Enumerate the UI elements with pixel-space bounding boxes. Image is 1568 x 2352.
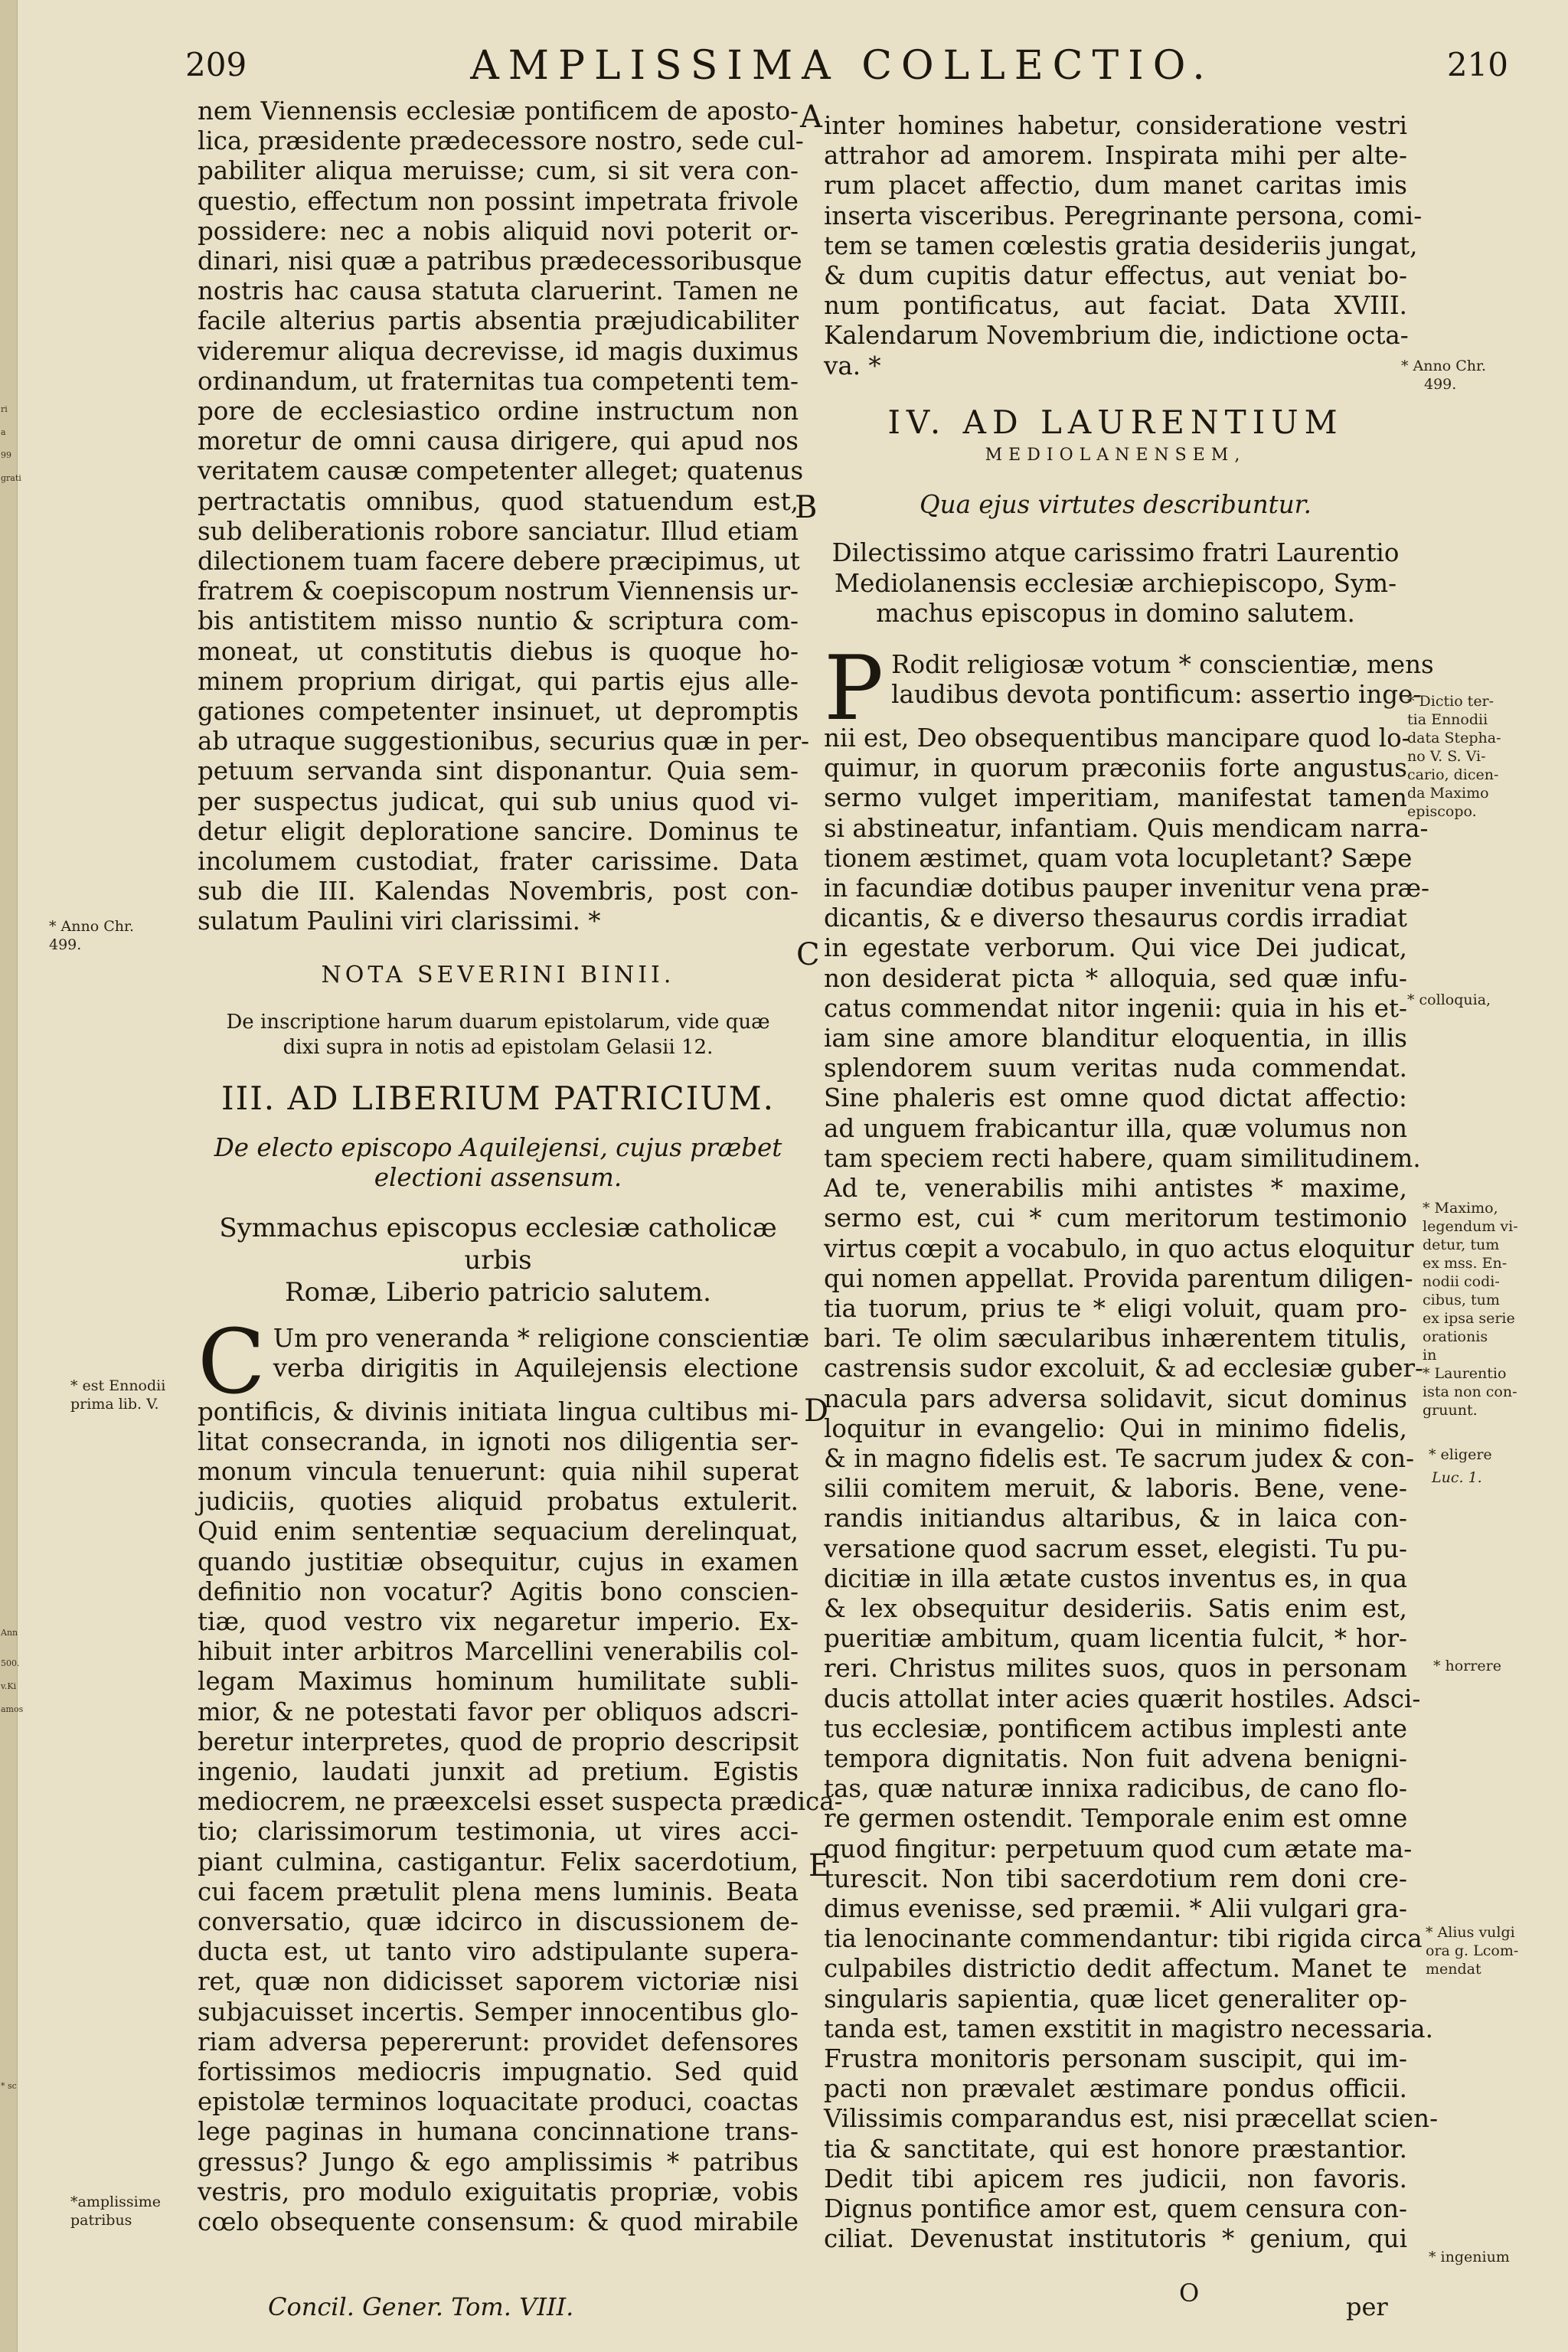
text-line: Sine phaleris est omne quod dictat affectio: [824,1083,1407,1113]
text-line: rum placet affectio, dum manet caritas imis [824,171,1407,201]
running-header [176,43,1508,104]
text-line: cui facem prætulit plena mens luminis. Beata [198,1877,799,1906]
text-line: pore de ecclesiastico ordine instructum non [198,397,799,426]
margin-note-luc: Luc. 1. [1432,1469,1482,1486]
text-line: num pontificatus, aut faciat. Data XVIII. [824,291,1407,321]
text-line: tanda est, tamen exstitit in magistro necessaria. [824,2014,1433,2043]
page-number-right: 210 [1446,46,1508,83]
text-line: silii comitem meruit, & laboris. Bene, vene- [824,1474,1407,1504]
text-line: si abstineatur, infantiam. Quis mendicam narra- [824,813,1429,843]
nota-line: dixi supra in notis ad epistolam Gelasii 12. [283,1035,714,1059]
text-line: & dum cupitis datur effectus, aut veniat bo- [824,261,1407,291]
text-line: re germen ostendit. Temporale enim est omne [824,1804,1408,1834]
text-line: nii est, Deo obsequentibus mancipare quod lo- [824,724,1410,753]
footer-signature: O [1179,2278,1200,2308]
text-line: ad unguem frabicantur illa, quæ volumus non [824,1113,1407,1143]
text-line: dimus evenisse, sed præmii. * Alii vulgari gra- [824,1893,1407,1923]
text-line: non desiderat picta * alloquia, sed quæ infu- [824,963,1407,993]
text-line: inter homines habetur, consideratione vestri [824,111,1407,140]
text-line: tam speciem recti habere, quam similitudinem. [824,1143,1421,1173]
text-line: & in magno fidelis est. Te sacrum judex & con- [824,1443,1415,1473]
text-line: lica, præsidente prædecessore nostro, sede cul- [198,126,804,156]
text-line: definitio non vocatur? Agitis bono conscien- [198,1576,799,1606]
text-line: pueritiæ ambitum, quam licentia fulcit, * hor- [824,1624,1407,1654]
margin-note-eligere: * eligere [1429,1446,1492,1463]
text-line: Um pro veneranda * religione conscientiæ [273,1323,810,1353]
text-line: fortissimos mediocris impugnatio. Sed quid [198,2056,799,2086]
text-line: sub die III. Kalendas Novembris, post con- [198,877,799,906]
text-line: nem Viennensis ecclesiæ pontificem de aposto- [198,96,799,126]
text-line: Ad te, venerabilis mihi antistes * maxime, [824,1174,1407,1204]
margin-note-maximo: * Maximo, legendum vi- detur, tum ex mss. En- nodii codi- cibus, tum ex ipsa serie orationis in * Laurentio ista non con- gruunt. [1423,1200,1518,1419]
text-line: dicantis, & e diverso thesaurus cordis irradiat [824,903,1407,933]
text-line: bis antistitem misso nuntio & scriptura com- [198,606,799,636]
text-line: Quid enim sententiæ sequacium derelinquat, [198,1517,799,1547]
text-line: tempora dignitatis. Non fuit advena benigni- [824,1743,1407,1773]
margin-note-amplissime: *amplissime patribus [70,2194,161,2229]
nota-text [198,1010,799,1060]
text-line: pertractatis omnibus, quod statuendum est, [198,486,799,516]
text-line: facile alterius partis absentia præjudicabiliter [198,306,799,336]
facing-page-fragments: ri a 99 grati Ann 500. v.Ki amos * sc [1,404,24,2091]
text-line: possidere: nec a nobis aliquid novi poterit or- [198,216,799,246]
text-line: tia lenocinante commendantur: tibi rigida circa [824,1924,1423,1954]
letter-3-title: III. AD LIBERIUM PATRICIUM. [221,1079,775,1117]
section-marker-d: D [804,1393,829,1429]
text-line: incolumem custodiat, frater carissime. Data [198,847,799,877]
salutation-line: Romæ, Liberio patricio salutem. [285,1276,711,1308]
margin-note-horrere: * horrere [1433,1658,1501,1674]
footer-catchword: per [1346,2292,1388,2321]
text-line: mediocrem, ne præexcelsi esset suspecta prædica- [198,1787,843,1817]
letter-3-conclusion [824,111,1423,381]
text-line: sermo vulget imperitiam, manifestat tamen [824,783,1407,813]
text-line: nacula pars adversa solidavit, sicut dominus [824,1383,1407,1413]
text-line: tio; clarissimorum testimonia, ut vires acci- [198,1817,799,1847]
right-column [824,111,1439,2254]
text-line: Frustra monitoris personam suscipit, qui im- [824,2043,1407,2073]
text-line: laudibus devota pontificum: assertio inge- [891,680,1422,710]
text-line: sermo est, cui * cum meritorum testimonio [824,1204,1407,1233]
text-line: lege paginas in humana concinnatione trans- [198,2117,799,2147]
text-line: quimur, in quorum præconiis forte angustus [824,753,1407,783]
text-line: ab utraque suggestionibus, securius quæ in per- [198,727,810,756]
letter-4-title: IV. AD LAURENTIUM [887,403,1344,441]
text-line: ingenio, laudati junxit ad pretium. Egistis [198,1756,799,1786]
footer-volume: Concil. Gener. Tom. VIII. [268,2292,574,2321]
text-line: inserta visceribus. Peregrinante persona, comi- [824,201,1423,230]
letter-4-summary: Qua ejus virtutes describuntur. [920,490,1312,520]
text-line: sulatum Paulini viri clarissimi. * [198,906,601,936]
text-line: veritatem causæ competenter alleget; quatenus [198,456,804,486]
text-line: tus ecclesiæ, pontificem actibus implesti ante [824,1713,1407,1743]
text-line: sub deliberationis robore sanciatur. Illud etiam [198,516,799,546]
nota-title: NOTA SEVERINI BINII. [321,961,675,988]
text-line: mior, & ne potestati favor per obliquos adscri- [198,1697,799,1726]
text-line: petuum servanda sint disponantur. Quia sem- [198,756,799,786]
margin-note-ingenium: * ingenium [1429,2249,1510,2265]
salutation-line: Symmachus episcopus ecclesiæ catholicæ urbis [219,1212,777,1276]
page-number-left: 209 [185,46,247,83]
text-line: vestris, pro modulo exiguitatis propriæ, vobis [198,2177,799,2207]
text-line: loquitur in evangelio: Qui in minimo fidelis, [824,1413,1407,1443]
text-line: ciliat. Devenustat institutoris * genium, qui [824,2224,1407,2254]
text-line: dinari, nisi quæ a patribus prædecessoribusque [198,247,802,276]
text-line: detur eligit deploratione sancire. Dominus te [198,816,799,846]
text-line: attrahor ad amorem. Inspirata mihi per alte- [824,141,1407,171]
letter-3-summary [198,1133,799,1193]
text-line: per suspectus judicat, qui sub unius quod vi- [198,786,799,816]
text-line: monum vincula tenuerunt: quia nihil superat [198,1456,799,1486]
text-line: epistolæ terminos loquacitate produci, coactas [198,2087,799,2117]
text-line: litat consecranda, in ignoti nos diligentia ser- [198,1426,799,1456]
text-line: fratrem & coepiscopum nostrum Viennensis ur- [198,577,799,606]
text-line: tem se tamen cœlestis gratia desideriis jungat, [824,230,1418,260]
text-line: piant culmina, castigantur. Felix sacerdotium, [198,1847,799,1877]
text-line: Vilissimis comparandus est, nisi præcellat scien- [824,2104,1439,2134]
text-line: hibuit inter arbitros Marcellini venerabilis col- [198,1637,799,1667]
text-line: moneat, ut constitutis diebus is quoque ho- [198,636,799,666]
text-line: singularis sapientia, quæ licet generaliter op- [824,1984,1407,2014]
text-line: verba dirigitis in Aquilejensis electione [273,1353,799,1383]
margin-note-alius: * Alius vulgi ora g. Lcom- mendat [1426,1924,1519,1978]
text-line: bari. Te olim sæcularibus inhærentem titulis, [824,1324,1407,1354]
text-line: Dignus pontifice amor est, quem censura con- [824,2194,1407,2223]
section-marker-a: A [800,100,822,135]
text-line: culpabiles districtio dedit affectum. Manet te [824,1954,1407,1984]
salutation-line: Dilectissimo atque carissimo fratri Laurentio [831,538,1400,568]
text-line: pacti non prævalet æstimare pondus officii. [824,2074,1407,2104]
margin-note-dictio: * Dictio ter- tia Ennodii data Stepha- no V. S. Vi- cario, dicen- da Maximo episcopo. [1407,693,1501,820]
text-line: turescit. Non tibi sacerdotium rem doni cre- [824,1864,1407,1893]
text-line: versatione quod sacrum esset, elegisti. Tu pu- [824,1534,1407,1563]
text-line: quod fingitur: perpetuum quod cum ætate ma- [824,1834,1413,1864]
text-line: qui nomen appellat. Provida parentum diligen- [824,1263,1413,1293]
letter-4-body [824,637,1439,2254]
summary-line: De electo episcopo Aquilejensi, cujus præbet [214,1133,782,1163]
letter-4-salutation [824,538,1407,629]
text-line: pabiliter aliqua meruisse; cum, si sit vera con- [198,156,799,186]
text-line: subjacuisset incertis. Semper innocentibus glo- [198,1997,799,2027]
text-line: tia tuorum, prius te * eligi voluit, quam pro- [824,1293,1407,1323]
section-marker-c: C [796,937,820,972]
text-line: minem proprium dirigat, qui partis ejus alle- [198,666,799,696]
text-line: beretur interpretes, quod de proprio descripsit [198,1726,799,1756]
letter-3-body [198,1310,843,2238]
text-line: tionem æstimet, quam vota locupletant? Sæpe [824,843,1413,873]
text-line: moretur de omni causa dirigere, qui apud nos [198,426,799,456]
section-marker-b: B [795,490,818,525]
text-line: gationes competenter insinuet, ut depromptis [198,697,799,727]
margin-note-colloquia: * colloquia, [1407,991,1491,1008]
text-line: randis initiandus altaribus, & in laica con- [824,1504,1407,1534]
drop-cap-c: C [198,1310,266,1414]
left-column [198,96,843,2237]
text-line: gressus? Jungo & ego amplissimis * patribus [198,2147,799,2177]
text-line: questio, effectum non possint impetrata frivole [198,186,799,216]
text-line: videremur aliqua decrevisse, id magis duximus [198,336,799,366]
text-line: judiciis, quoties aliquid probatus extulerit. [198,1487,799,1517]
text-line: in egestate verborum. Qui vice Dei judicat, [824,933,1407,963]
nota-line: De inscriptione harum duarum epistolarum, vide quæ [226,1010,770,1034]
text-line: cœlo obsequente consensum: & quod mirabile [198,2207,799,2236]
text-line: Kalendarum Novembrium die, indictione octa- [824,321,1409,351]
salutation-line: Mediolanensis ecclesiæ archiepiscopo, Sym- [834,568,1397,598]
text-line: reri. Christus milites suos, quos in personam [824,1654,1407,1684]
text-line: quando justitiæ obsequitur, cujus in examen [198,1547,799,1576]
margin-note-anno-right: * Anno Chr. 499. [1401,358,1487,393]
running-title: AMPLISSIMA COLLECTIO. [470,43,1214,89]
text-line: tas, quæ naturæ innixa radicibus, de cano flo- [824,1774,1407,1804]
text-line: ordinandum, ut fraternitas tua competenti tem- [198,366,799,396]
text-line: va. * [824,351,881,381]
text-line: catus commendat nitor ingenii: quia in his et- [824,993,1407,1023]
drop-cap-p: P [824,637,884,741]
margin-note-ennodii: * est Ennodii prima lib. V. [70,1377,166,1413]
text-line: ducis attollat inter acies quærit hostiles. Adsci- [824,1684,1421,1713]
text-line: Dedit tibi apicem res judicii, non favoris. [824,2164,1407,2194]
text-line: dilectionem tuam facere debere præcipimus, ut [198,547,800,577]
text-line: ret, quæ non didicisset saporem victoriæ nisi [198,1967,799,1997]
text-line: Rodit religiosæ votum * conscientiæ, mens [891,650,1434,680]
text-line: ducta est, ut tanto viro adstipulante supera- [198,1937,799,1967]
text-line: virtus cœpit a vocabulo, in quo actus eloquitur [824,1233,1414,1263]
text-line: tiæ, quod vestro vix negaretur imperio. Ex- [198,1606,799,1636]
text-line: dicitiæ in illa ætate custos inventus es, in qua [824,1563,1407,1593]
summary-line: electioni assensum. [374,1163,622,1193]
text-line: pontificis, & divinis initiata lingua cultibus mi- [198,1396,799,1426]
text-line: tia & sanctitate, qui est honore præstantior. [824,2134,1407,2164]
text-line: castrensis sudor excoluit, & ad ecclesiæ guber- [824,1354,1423,1383]
letter-4-subtitle: MEDIOLANENSEM, [985,446,1246,466]
text-line: riam adversa pepererunt: providet defensores [198,2027,799,2056]
section-marker-e: E [808,1848,831,1883]
text-line: & lex obsequitur desideriis. Satis enim est, [824,1593,1407,1623]
text-line: legam Maximus hominum humilitate subli- [198,1667,799,1697]
text-line: in facundiæ dotibus pauper invenitur vena præ- [824,874,1429,903]
letter-2-continuation [198,96,810,937]
text-line: splendorem suum veritas nuda commendat. [824,1054,1407,1083]
salutation-line: machus episcopus in domino salutem. [876,598,1355,628]
margin-note-anno-left: * Anno Chr. 499. [49,918,135,953]
text-line: iam sine amore blanditur eloquentia, in illis [824,1024,1407,1054]
text-line: nostris hac causa statuta claruerint. Tamen ne [198,276,799,306]
letter-3-salutation [198,1212,799,1308]
text-line: conversatio, quæ idcirco in discussionem de- [198,1906,799,1936]
